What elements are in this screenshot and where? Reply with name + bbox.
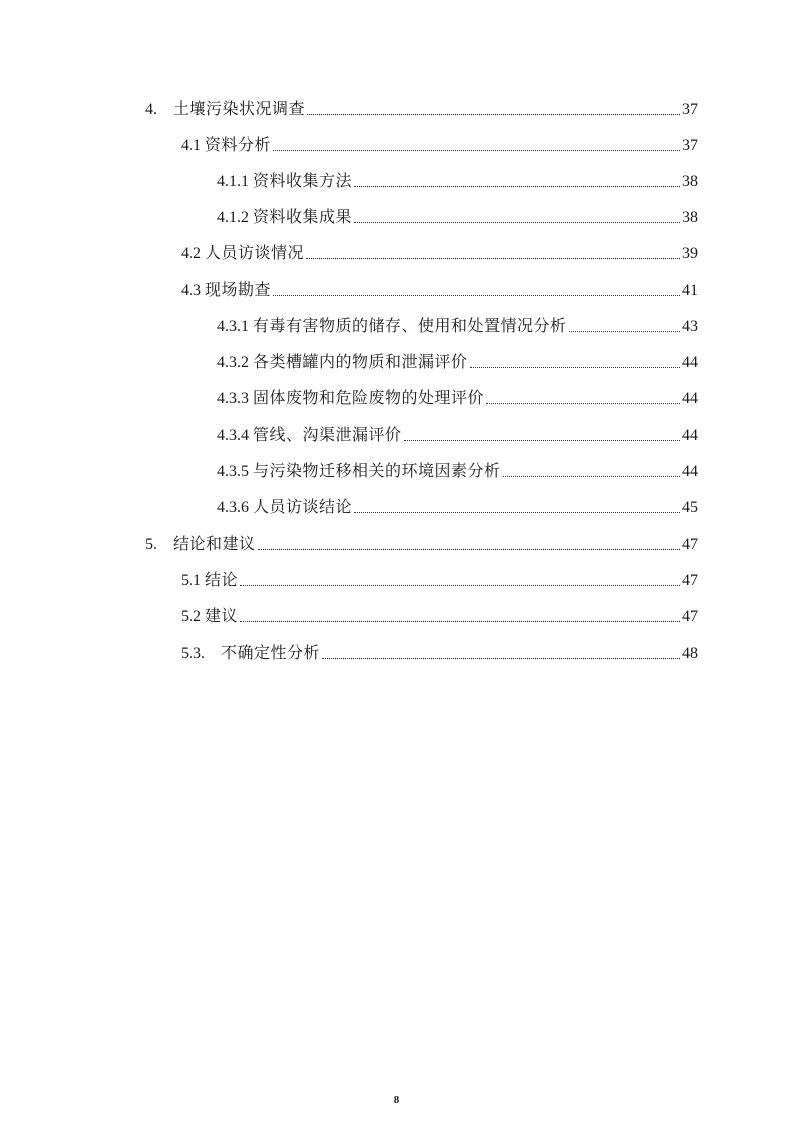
toc-entry-5-3[interactable] — [181, 640, 698, 664]
dot-leader — [307, 114, 680, 115]
toc-entry-text: 土壤污染状况调查 — [173, 101, 306, 118]
toc-entry-page: 41 — [682, 282, 698, 299]
dot-leader — [240, 585, 680, 586]
toc-entry-title — [217, 208, 352, 228]
toc-entry-page: 47 — [682, 572, 698, 589]
toc-entry-text: 资料收集方法 — [253, 173, 353, 190]
toc-entry-4-3[interactable] — [181, 277, 698, 301]
toc-entry-title — [181, 571, 238, 591]
toc-entry-4-3-5[interactable] — [217, 458, 698, 482]
toc-entry-title — [181, 136, 271, 156]
toc-entry-4[interactable] — [145, 96, 698, 120]
toc-entry-4-1-1[interactable] — [217, 168, 698, 192]
toc-entry-number: 4. — [145, 101, 157, 118]
toc-entry-number: 4.2 — [181, 245, 201, 262]
dot-leader — [404, 440, 680, 441]
toc-entry-title — [181, 281, 271, 301]
toc-entry-5[interactable] — [145, 531, 698, 555]
toc-entry-text: 结论和建议 — [173, 536, 256, 553]
toc-entry-text: 现场勘查 — [205, 282, 272, 299]
toc-entry-page: 38 — [682, 173, 698, 190]
toc-entry-4-3-6[interactable] — [217, 494, 698, 518]
dot-leader — [273, 150, 680, 151]
toc-entry-number: 5.3. — [181, 645, 205, 662]
toc-entry-4-2[interactable] — [181, 240, 698, 264]
toc-entry-text: 与污染物迁移相关的环境因素分析 — [253, 463, 501, 480]
toc-entry-title — [217, 426, 402, 446]
toc-entry-page: 37 — [682, 137, 698, 154]
toc-entry-text: 资料收集成果 — [253, 209, 353, 226]
toc-entry-page: 45 — [682, 499, 698, 516]
dot-leader — [258, 549, 680, 550]
toc-entry-title — [145, 100, 305, 120]
toc-entry-number: 4.3 — [181, 282, 201, 299]
toc-entry-title — [181, 607, 238, 627]
dot-leader — [354, 186, 680, 187]
toc-entry-text: 固体废物和危险废物的处理评价 — [253, 390, 485, 407]
dot-leader — [240, 621, 680, 622]
toc-entry-4-3-1[interactable] — [217, 313, 698, 337]
toc-entry-number: 4.1.2 — [217, 209, 249, 226]
toc-entry-text: 不确定性分析 — [221, 645, 321, 662]
toc-entry-title — [217, 462, 501, 482]
toc-entry-page: 44 — [682, 390, 698, 407]
toc-entry-page: 44 — [682, 354, 698, 371]
toc-entry-text: 资料分析 — [205, 137, 272, 154]
dot-leader — [569, 331, 680, 332]
toc-entry-number: 4.3.5 — [217, 463, 249, 480]
toc-entry-title — [181, 644, 320, 664]
dot-leader — [306, 258, 680, 259]
toc-entry-page: 39 — [682, 245, 698, 262]
toc-entry-title — [217, 389, 484, 409]
toc-entry-page: 37 — [682, 101, 698, 118]
toc-entry-page: 48 — [682, 645, 698, 662]
dot-leader — [470, 367, 680, 368]
toc-entry-number: 4.3.4 — [217, 427, 249, 444]
toc-entry-4-1[interactable] — [181, 132, 698, 156]
toc-entry-number: 5.1 — [181, 572, 201, 589]
toc-entry-number: 4.1 — [181, 137, 201, 154]
toc-entry-text: 建议 — [205, 608, 239, 625]
toc-entry-page: 44 — [682, 427, 698, 444]
toc-entry-text: 结论 — [205, 572, 239, 589]
toc-entry-page: 43 — [682, 318, 698, 335]
toc-entry-page: 38 — [682, 209, 698, 226]
toc-entry-text: 有毒有害物质的储存、使用和处置情况分析 — [253, 318, 567, 335]
toc-entry-text: 各类槽罐内的物质和泄漏评价 — [253, 354, 468, 371]
toc-entry-number: 4.3.1 — [217, 318, 249, 335]
toc-entry-page: 47 — [682, 536, 698, 553]
toc-entry-4-3-4[interactable] — [217, 422, 698, 446]
toc-entry-5-1[interactable] — [181, 567, 698, 591]
toc-entry-4-3-2[interactable] — [217, 349, 698, 373]
toc-entry-title — [217, 353, 468, 373]
toc-entry-page: 47 — [682, 608, 698, 625]
dot-leader — [354, 512, 680, 513]
toc-entry-4-1-2[interactable] — [217, 204, 698, 228]
dot-leader — [273, 295, 680, 296]
dot-leader — [322, 658, 680, 659]
toc-entry-number: 5.2 — [181, 608, 201, 625]
toc-entry-title — [217, 317, 567, 337]
toc-entry-4-3-3[interactable] — [217, 385, 698, 409]
toc-entry-text: 管线、沟渠泄漏评价 — [253, 427, 402, 444]
toc-entry-number: 4.1.1 — [217, 173, 249, 190]
toc-entry-text: 人员访谈情况 — [205, 245, 305, 262]
toc-entry-title — [145, 535, 256, 555]
toc-entry-number: 4.3.6 — [217, 499, 249, 516]
toc-entry-number: 4.3.2 — [217, 354, 249, 371]
toc-entry-page: 44 — [682, 463, 698, 480]
toc-entry-title — [181, 244, 304, 264]
dot-leader — [354, 222, 680, 223]
dot-leader — [486, 403, 680, 404]
toc-entry-number: 5. — [145, 536, 157, 553]
toc-entry-title — [217, 498, 352, 518]
toc-entry-title — [217, 172, 352, 192]
dot-leader — [503, 476, 680, 477]
toc-entry-5-2[interactable] — [181, 603, 698, 627]
page-number: 8 — [393, 1094, 400, 1106]
toc-entry-number: 4.3.3 — [217, 390, 249, 407]
toc-entry-text: 人员访谈结论 — [253, 499, 353, 516]
